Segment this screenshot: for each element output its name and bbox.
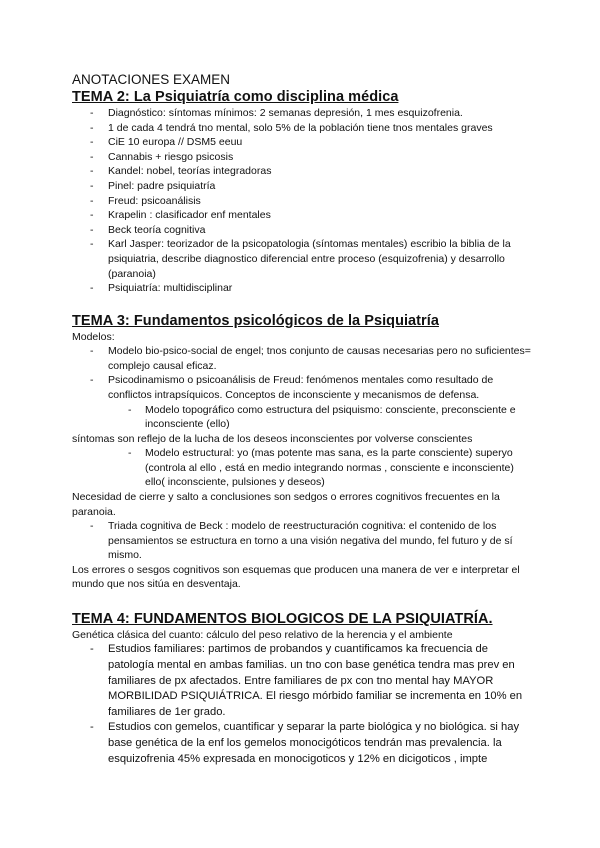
tema2-list — [72, 106, 534, 296]
list-item: - 1 de cada 4 tendrá tno mental, solo 5% de la población tiene tnos mentales graves — [72, 121, 534, 136]
tema3-note-3: Los errores o sesgos cognitivos son esquemas que producen una manera de ver e interpretar el mundo que nos sitúa en desventaja. — [72, 563, 520, 591]
document-content — [72, 72, 534, 767]
list-item: - CiE 10 europa // DSM5 eeuu — [72, 135, 534, 150]
tema3-note-1: síntomas son reflejo de la lucha de los deseos inconscientes por volverse conscientes — [72, 432, 473, 445]
tema4-intro: Genética clásica del cuanto: cálculo del peso relativo de la herencia y el ambiente — [72, 628, 453, 641]
list-item: - Modelo estructural: yo (mas potente mas sana, es la parte consciente) superyo (controla al ello , está en medio integrando normas , consciente e inconsciente) ello( inconsciente, pulsiones y deseos) — [72, 446, 534, 490]
list-item: - Cannabis + riesgo psicosis — [72, 150, 534, 165]
tema4-list — [72, 642, 534, 767]
tema3-sublist-b — [72, 446, 534, 490]
list-item: - Modelo topográfico como estructura del psiquismo: consciente, preconsciente e inconsciente (ello) — [72, 403, 534, 432]
tema2-heading: TEMA 2: La Psiquiatría como disciplina médica — [72, 89, 399, 105]
list-item: - Diagnóstico: síntomas mínimos: 2 semanas depresión, 1 mes esquizofrenia. — [72, 106, 534, 121]
list-item: - Psicodinamismo o psicoanálisis de Freud: fenómenos mentales como resultado de conflictos intrapsíquicos. Conceptos de inconsciente y mecanismos de defensa. — [72, 373, 534, 402]
list-item: - Krapelin : clasificador enf mentales — [72, 208, 534, 223]
list-item: - Freud: psicoanálisis — [72, 194, 534, 209]
list-item: - Estudios con gemelos, cuantificar y separar la parte biológica y no biológica. si hay base genética de la enf los gemelos monocigóticos tendrán mas prevalencia. la esquizofrenia 45% expresada en monocigoticos y 12% en dicigoticos , impte — [72, 720, 534, 767]
tema3-heading: TEMA 3: Fundamentos psicológicos de la Psiquiatría — [72, 312, 439, 329]
tema3-sublist-a — [72, 403, 534, 432]
list-item: - Modelo bio-psico-social de engel; tnos conjunto de causas necesarias pero no suficientes= complejo causal eficaz. — [72, 344, 534, 373]
list-item: - Psiquiatría: multidisciplinar — [72, 281, 534, 296]
list-item: - Karl Jasper: teorizador de la psicopatologia (síntomas mentales) escribio la biblia de la psiquiatria, describe diagnostico diferencial entre proceso (esquizofrenia) y desarrollo (paranoia) — [72, 237, 534, 281]
tema3-intro: Modelos: — [72, 330, 115, 343]
list-item: - Triada cognitiva de Beck : modelo de reestructuración cognitiva: el contenido de los pensamientos se estructura en torno a una visión negativa del mundo, fel futuro y de sí mismo. — [72, 519, 534, 563]
tema3-list-b — [72, 519, 534, 563]
tema3-list-a — [72, 344, 534, 402]
tema4-heading: TEMA 4: FUNDAMENTOS BIOLOGICOS DE LA PSIQUIATRÍA. — [72, 610, 493, 627]
list-item: - Kandel: nobel, teorías integradoras — [72, 164, 534, 179]
list-item: - Pinel: padre psiquiatría — [72, 179, 534, 194]
document-title: ANOTACIONES EXAMEN — [72, 72, 231, 87]
list-item: - Beck teoría cognitiva — [72, 223, 534, 238]
tema3-note-2: Necesidad de cierre y salto a conclusiones son sedgos o errores cognitivos frecuentes en la paranoia. — [72, 491, 500, 518]
list-item: - Estudios familiares: partimos de probandos y cuantificamos ka frecuencia de patología mental en ambas familias. un tno con base genética tendra mas prev en familiares de px afectados. Entre familiares de px con tno mental hay MAYOR MORBILIDAD PSIQUIÁTRICA. El riesgo mórbido familiar se incrementa en 10% en familiares de 1er grado. — [72, 642, 534, 720]
